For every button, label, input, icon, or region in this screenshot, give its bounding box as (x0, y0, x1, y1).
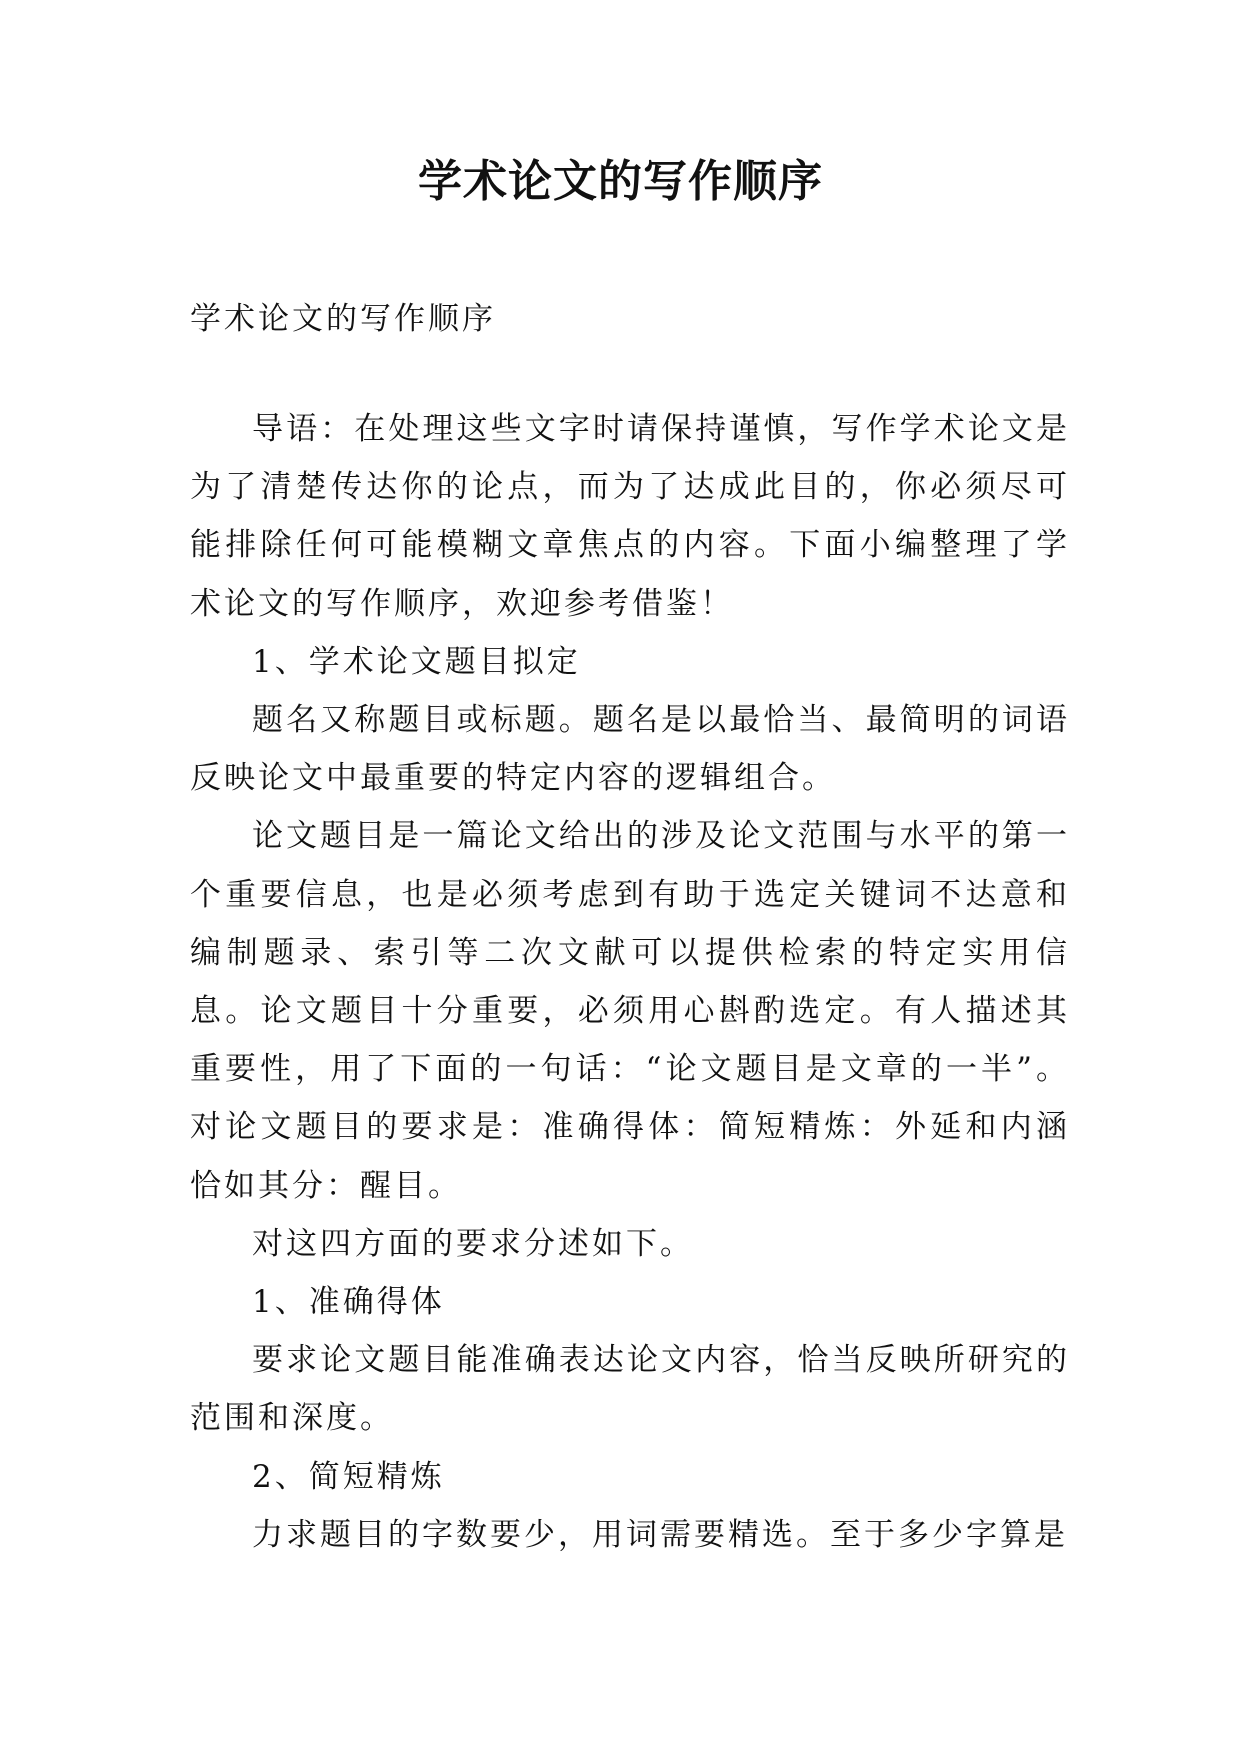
document-body (190, 400, 1070, 1564)
paragraph-concise: 力求题目的字数要少，用词需要精选。至于多少字算是 (252, 1516, 1068, 1553)
document-title: 学术论文的写作顺序 (418, 156, 823, 207)
paragraph-intro: 导语：在处理这些文字时请保持谨慎，写作学术论文是为了清楚传达你的论点，而为了达成此目的，你必须尽可能排除任何可能模糊文章焦点的内容。下面小编整理了学术论文的写作顺序，欢迎参考借鉴！ (190, 411, 1070, 622)
document-subtitle: 学术论文的写作顺序 (190, 301, 496, 337)
section-heading-title-drafting: 1、学术论文题目拟定 (252, 643, 581, 680)
section-heading-accurate: 1、准确得体 (252, 1284, 445, 1321)
paragraph-title-importance: 论文题目是一篇论文给出的涉及论文范围与水平的第一个重要信息，也是必须考虑到有助于选定关键词不达意和编制题录、索引等二次文献可以提供检索的特定实用信息。论文题目十分重要，必须用心斟酌选定。有人描述其重要性，用了下面的一句话：“论文题目是文章的一半”。对论文题目的要求是：准确得体：简短精炼：外延和内涵恰如其分：醒目。 (190, 818, 1070, 1204)
paragraph-title-definition: 题名又称题目或标题。题名是以最恰当、最简明的词语反映论文中最重要的特定内容的逻辑组合。 (190, 702, 1070, 797)
paragraph-accurate: 要求论文题目能准确表达论文内容，恰当反映所研究的范围和深度。 (190, 1342, 1070, 1437)
paragraph-four-requirements: 对这四方面的要求分述如下。 (252, 1225, 694, 1262)
section-heading-concise: 2、简短精炼 (252, 1458, 445, 1495)
